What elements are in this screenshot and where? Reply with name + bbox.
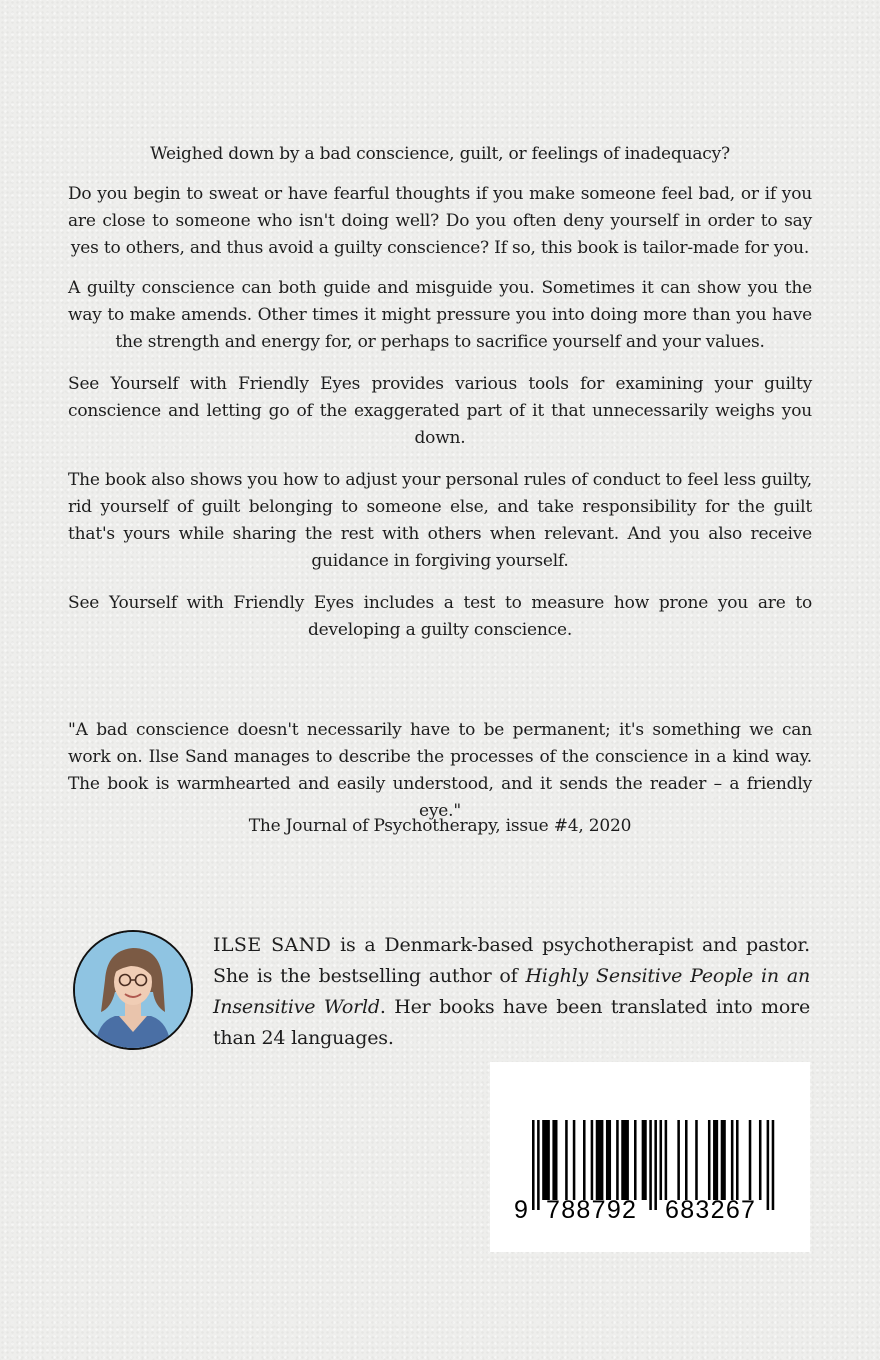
barcode-bar bbox=[573, 1120, 576, 1200]
barcode-digits bbox=[490, 1196, 810, 1341]
barcode-bar bbox=[677, 1120, 680, 1200]
barcode-bar bbox=[542, 1120, 550, 1200]
barcode-bar bbox=[685, 1120, 688, 1200]
barcode-bar bbox=[665, 1120, 668, 1200]
author-bio-text: is a Denmark-based psychotherapist and pastor. She is the bestselling author of bbox=[213, 934, 811, 987]
blurb-intro: Weighed down by a bad conscience, guilt, or feelings of inadequacy? bbox=[150, 144, 730, 164]
barcode-bar bbox=[731, 1120, 734, 1200]
barcode-bar bbox=[642, 1120, 647, 1200]
barcode-bar bbox=[759, 1120, 762, 1200]
isbn-barcode bbox=[490, 1062, 810, 1252]
barcode-bar bbox=[749, 1120, 752, 1200]
author-bio-end: . Her books have been translated into more than 24 languages. bbox=[213, 996, 810, 1049]
blurb-paragraph-4: The book also shows you how to adjust your personal rules of conduct to feel less guilty, rid yourself of guilt belonging to someone else, and take responsibility for the guilt that's yours while sharing the rest with others when relevant. And you also receive guidance in forgiving yourself. bbox=[68, 470, 812, 571]
blurb-paragraph-1: Do you begin to sweat or have fearful thoughts if you make someone feel bad, or if you are close to someone who isn't doing well? Do you often deny yourself in order to say yes to others, and thus avoid a guilty conscience? If so, this book is tailor-made for you. bbox=[68, 184, 812, 258]
barcode-first-digit: 9 bbox=[514, 1196, 528, 1224]
author-name: ILSE SAND bbox=[213, 934, 332, 956]
barcode-bar bbox=[621, 1120, 629, 1200]
blurb-paragraph-5: See Yourself with Friendly Eyes includes a test to measure how prone you are to developing a guilty conscience. bbox=[68, 593, 812, 640]
barcode-right-group: 683267 bbox=[665, 1196, 757, 1224]
barcode-bar bbox=[596, 1120, 604, 1200]
barcode-bar bbox=[736, 1120, 739, 1200]
review-quote: "A bad conscience doesn't necessarily have to be permanent; it's something we can work on. Ilse Sand manages to describe the processes of the conscience in a kind way. The book is warmhearted and easily understood, and it sends the reader – a friendly eye." bbox=[68, 720, 812, 821]
barcode-bar bbox=[552, 1120, 557, 1200]
author-book-title: Highly Sensitive People in an Insensitive World bbox=[213, 965, 810, 1018]
barcode-bar bbox=[660, 1120, 663, 1200]
barcode-bar bbox=[616, 1120, 619, 1200]
barcode-bar bbox=[565, 1120, 568, 1200]
blurb-paragraph-3: See Yourself with Friendly Eyes provides various tools for examining your guilty conscience and letting go of the exaggerated part of it that unnecessarily weighs you down. bbox=[68, 374, 812, 448]
blurb-paragraph-2: A guilty conscience can both guide and misguide you. Sometimes it can show you the way to make amends. Other times it might pressure you into doing more than you have the strength and energy for, or perhaps to sacrifice yourself and your values. bbox=[68, 278, 812, 352]
barcode-bar bbox=[634, 1120, 637, 1200]
barcode-bar bbox=[591, 1120, 594, 1200]
review-source: The Journal of Psychotherapy, issue #4, 2020 bbox=[248, 816, 632, 836]
barcode-bars bbox=[490, 1062, 810, 1212]
barcode-bar bbox=[721, 1120, 726, 1200]
author-photo bbox=[73, 930, 193, 1050]
barcode-bar bbox=[713, 1120, 718, 1200]
barcode-bar bbox=[708, 1120, 711, 1200]
barcode-bar bbox=[606, 1120, 611, 1200]
barcode-bar bbox=[695, 1120, 698, 1200]
barcode-bar bbox=[583, 1120, 586, 1200]
barcode-left-group: 788792 bbox=[546, 1196, 638, 1224]
author-bio bbox=[213, 930, 810, 1054]
